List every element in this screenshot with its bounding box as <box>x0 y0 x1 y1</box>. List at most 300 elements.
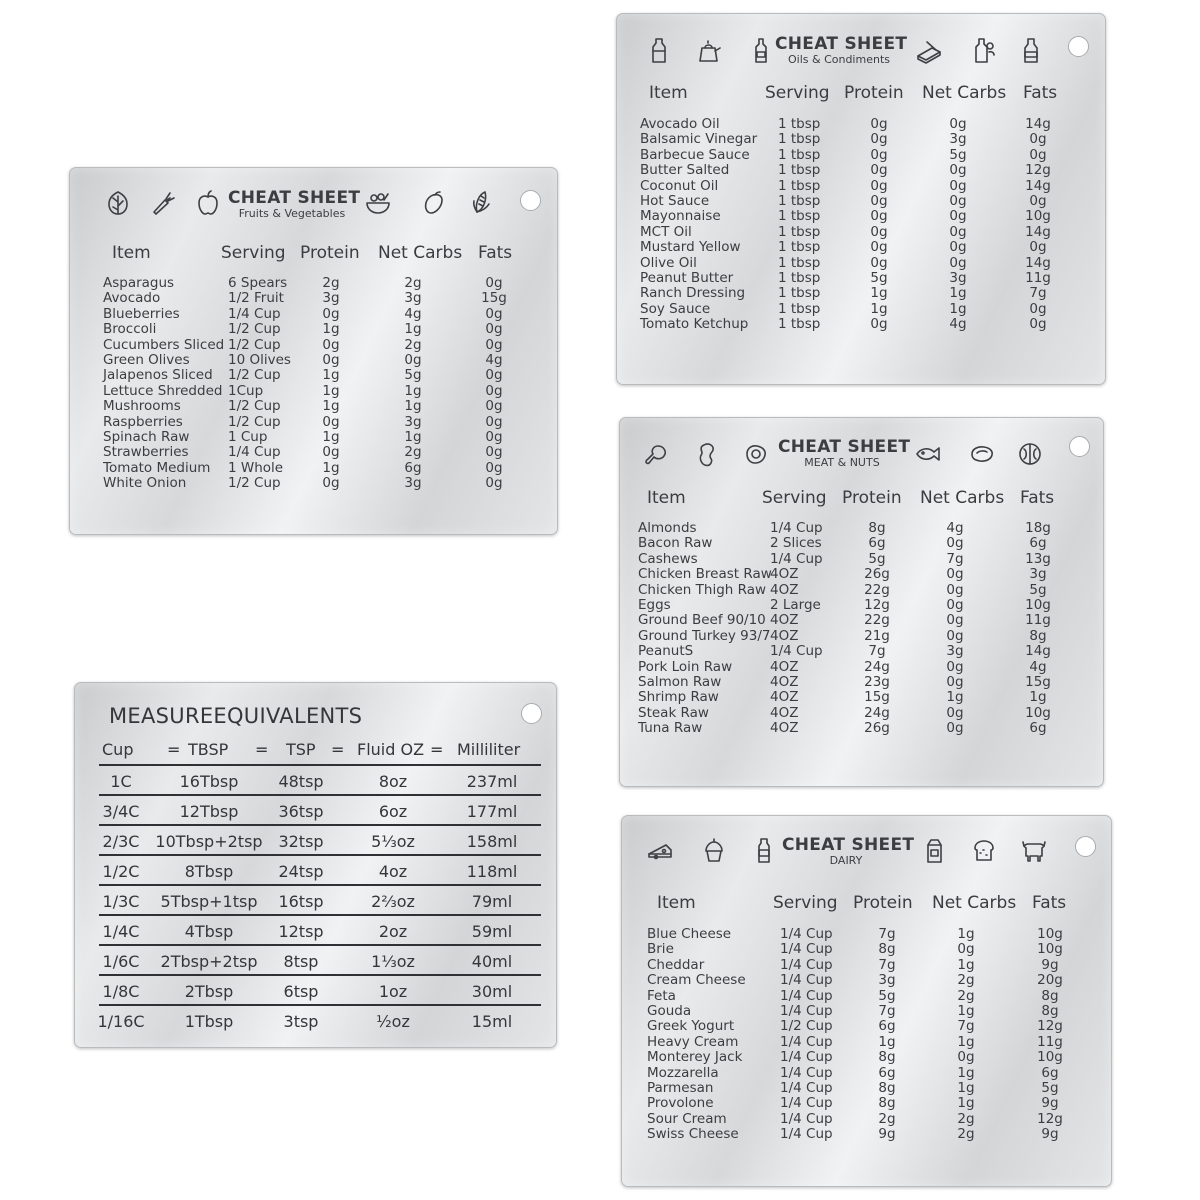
protein-value: 0g <box>322 413 340 430</box>
fats-value: 0g <box>485 429 503 445</box>
fats-value: 10g <box>1025 704 1051 721</box>
row-divider <box>99 1004 541 1006</box>
fats-value: 0g <box>1029 316 1047 333</box>
hanging-hole <box>1069 436 1090 457</box>
item-name: Blueberries <box>103 305 180 322</box>
serving-size: 1/4 Cup <box>780 926 833 942</box>
net-carbs-value: 0g <box>957 941 975 958</box>
fats-value: 0g <box>485 444 503 461</box>
protein-value: 0g <box>870 223 888 240</box>
net-carbs-value: 0g <box>404 352 422 368</box>
net-carbs-value: 1g <box>957 1095 975 1112</box>
net-carbs-value: 0g <box>946 566 964 583</box>
tbsp-value: 5Tbsp+1tsp <box>160 892 258 911</box>
tsp-value: 6tsp <box>283 982 319 1001</box>
fats-value: 14g <box>1025 177 1051 194</box>
salad-bowl-icon <box>364 188 392 216</box>
dairy-plate <box>621 815 1112 1187</box>
tsp-value: 3tsp <box>283 1012 319 1031</box>
fried-egg-icon <box>742 440 770 468</box>
item-name: Mayonnaise <box>640 208 721 225</box>
net-carbs-value: 1g <box>957 926 975 942</box>
item-name: Salmon Raw <box>638 674 722 690</box>
item-name: Cashews <box>638 550 698 567</box>
fats-value: 10g <box>1037 926 1063 942</box>
row-divider <box>99 824 541 826</box>
item-name: MCT Oil <box>640 223 692 240</box>
row-divider <box>99 914 541 916</box>
protein-value: 8g <box>878 941 896 958</box>
fluid-oz-value: 2oz <box>378 922 408 941</box>
fats-value: 12g <box>1037 1110 1063 1127</box>
fats-value: 0g <box>485 275 503 291</box>
item-name: Jalapenos Sliced <box>103 367 213 384</box>
milliliter-value: 158ml <box>466 832 518 851</box>
protein-value: 9g <box>878 1126 896 1143</box>
fats-value: 0g <box>1029 239 1047 256</box>
serving-size: 1 tbsp <box>778 131 821 148</box>
row-divider <box>99 884 541 886</box>
serving-size: 4OZ <box>770 581 799 598</box>
fats-value: 0g <box>1029 146 1047 163</box>
item-name: Sour Cream <box>647 1110 727 1127</box>
serving-size: 1 tbsp <box>778 300 821 317</box>
item-name: Cream Cheese <box>647 972 746 989</box>
net-carbs-value: 0g <box>946 658 964 675</box>
protein-value: 0g <box>870 254 888 271</box>
protein-value: 22g <box>864 581 890 598</box>
protein-value: 3g <box>878 972 896 989</box>
fats-value: 15g <box>481 290 507 307</box>
header-fats: Fats <box>1023 83 1058 103</box>
net-carbs-value: 0g <box>949 177 967 194</box>
fats-value: 6g <box>1041 1064 1059 1081</box>
serving-size: 1/4 Cup <box>780 1033 833 1050</box>
protein-value: 0g <box>870 162 888 179</box>
cow-icon <box>1020 836 1048 864</box>
item-name: Hot Sauce <box>640 193 710 209</box>
row-divider <box>99 764 541 766</box>
fats-value: 0g <box>1029 131 1047 148</box>
item-name: Peanut Butter <box>640 270 734 286</box>
protein-value: 0g <box>322 336 340 353</box>
net-carbs-value: 0g <box>946 720 964 737</box>
protein-value: 26g <box>864 720 890 737</box>
protein-value: 1g <box>870 285 888 302</box>
hanging-hole <box>1075 836 1096 857</box>
protein-value: 1g <box>322 367 340 384</box>
row-divider <box>99 974 541 976</box>
net-carbs-value: 4g <box>404 305 422 322</box>
serving-size: 1/2 Fruit <box>228 290 284 307</box>
item-name: Mustard Yellow <box>640 239 741 256</box>
header-protein: Protein <box>844 83 904 103</box>
serving-size: 1 tbsp <box>778 146 821 163</box>
fats-value: 1g <box>1029 689 1047 706</box>
protein-value: 0g <box>870 116 888 132</box>
item-name: Chicken Breast Raw <box>638 566 772 583</box>
item-name: Mushrooms <box>103 398 181 415</box>
meat-nuts-plate <box>619 417 1104 787</box>
fats-value: 20g <box>1037 972 1063 989</box>
fluid-oz-value: 5⅓oz <box>371 832 415 851</box>
item-name: Asparagus <box>103 275 175 291</box>
net-carbs-value: 0g <box>949 254 967 271</box>
row-divider <box>99 944 541 946</box>
serving-size: 4OZ <box>770 627 799 644</box>
tsp-value: 16tsp <box>278 892 324 911</box>
protein-value: 8g <box>878 1095 896 1112</box>
item-name: Ground Turkey 93/7 <box>638 627 771 644</box>
serving-size: 1 Whole <box>228 459 284 476</box>
header-net-carbs: Net Carbs <box>922 83 1007 103</box>
protein-value: 1g <box>322 398 340 415</box>
header-item: Item <box>649 83 688 103</box>
protein-value: 24g <box>864 704 890 721</box>
tsp-value: 48tsp <box>278 772 324 791</box>
serving-size: 1 tbsp <box>778 285 821 302</box>
net-carbs-value: 0g <box>946 612 964 629</box>
header-fats: Fats <box>1032 893 1067 913</box>
header-protein: Protein <box>842 488 902 508</box>
fats-value: 4g <box>1029 658 1047 675</box>
item-name: Parmesan <box>647 1080 714 1096</box>
net-carbs-value: 1g <box>404 382 422 399</box>
protein-value: 22g <box>864 612 890 629</box>
protein-value: 1g <box>322 459 340 476</box>
fats-value: 13g <box>1025 550 1051 567</box>
net-carbs-value: 0g <box>949 193 967 209</box>
milk-carton-icon <box>920 836 948 864</box>
protein-value: 23g <box>864 674 890 690</box>
fats-value: 0g <box>485 336 503 353</box>
serving-size: 1/4 Cup <box>780 972 833 989</box>
protein-value: 12g <box>864 597 890 613</box>
protein-value: 24g <box>864 658 890 675</box>
header-fats: Fats <box>1020 488 1055 508</box>
milliliter-value: 79ml <box>471 892 513 911</box>
item-name: Monterey Jack <box>647 1049 743 1066</box>
fats-value: 5g <box>1029 581 1047 598</box>
net-carbs-value: 3g <box>404 290 422 307</box>
cup-value: 2/3C <box>102 832 140 851</box>
item-name: Avocado Oil <box>640 116 720 132</box>
fluid-oz-value: 6oz <box>378 802 408 821</box>
item-name: Lettuce Shredded <box>103 382 223 399</box>
fruits-vegetables-plate <box>69 167 558 535</box>
item-name: Tomato Ketchup <box>640 316 749 333</box>
fats-value: 0g <box>1029 193 1047 209</box>
protein-value: 0g <box>322 475 340 492</box>
serving-size: 4OZ <box>770 612 799 629</box>
protein-value: 3g <box>322 290 340 307</box>
protein-value: 0g <box>870 316 888 333</box>
protein-value: 1g <box>322 382 340 399</box>
protein-value: 7g <box>878 926 896 942</box>
serving-size: 1/4 Cup <box>228 305 281 322</box>
serving-size: 4OZ <box>770 566 799 583</box>
net-carbs-value: 3g <box>949 270 967 286</box>
protein-value: 15g <box>864 689 890 706</box>
item-name: Cheddar <box>647 956 705 973</box>
cup-value: 1/2C <box>102 862 140 881</box>
serving-size: 1/4 Cup <box>780 956 833 973</box>
milliliter-value: 237ml <box>466 772 518 791</box>
fluid-oz-value: 4oz <box>378 862 408 881</box>
milliliter-value: 118ml <box>466 862 518 881</box>
item-name: Olive Oil <box>640 254 697 271</box>
fats-value: 11g <box>1037 1033 1063 1050</box>
carrot-icon <box>148 188 176 216</box>
cup-value: 1C <box>110 772 132 791</box>
fats-value: 5g <box>1041 1080 1059 1096</box>
protein-value: 0g <box>870 177 888 194</box>
cupcake-icon <box>700 836 728 864</box>
fats-value: 0g <box>1029 300 1047 317</box>
serving-size: 1/2 Cup <box>228 321 281 338</box>
fluid-oz-value: 1⅓oz <box>371 952 415 971</box>
fats-value: 15g <box>1025 674 1051 690</box>
protein-value: 1g <box>322 321 340 338</box>
net-carbs-value: 1g <box>949 300 967 317</box>
item-name: Raspberries <box>103 413 183 430</box>
mango-icon <box>420 188 448 216</box>
item-name: Almonds <box>638 520 697 536</box>
protein-value: 6g <box>868 535 886 552</box>
tbsp-value: 12Tbsp <box>179 802 239 821</box>
net-carbs-value: 5g <box>949 146 967 163</box>
fats-value: 0g <box>485 475 503 492</box>
net-carbs-value: 0g <box>946 627 964 644</box>
item-name: Coconut Oil <box>640 177 719 194</box>
serving-size: 1/2 Cup <box>228 475 281 492</box>
fluid-oz-value: ½oz <box>376 1012 410 1031</box>
net-carbs-value: 1g <box>957 1033 975 1050</box>
cup-value: 1/3C <box>102 892 140 911</box>
fats-value: 8g <box>1041 1003 1059 1019</box>
protein-value: 0g <box>870 131 888 148</box>
fats-value: 18g <box>1025 520 1051 536</box>
header-net-carbs: Net Carbs <box>378 243 463 263</box>
item-name: Feta <box>647 987 676 1004</box>
protein-value: 1g <box>870 300 888 317</box>
card-subtitle: MEAT & NUTS <box>804 456 880 469</box>
header-milliliter: Milliliter <box>457 740 521 759</box>
tbsp-value: 16Tbsp <box>179 772 239 791</box>
serving-size: 4OZ <box>770 704 799 721</box>
item-name: Ranch Dressing <box>640 285 746 302</box>
row-divider <box>99 854 541 856</box>
cup-value: 3/4C <box>102 802 140 821</box>
item-name: Pork Loin Raw <box>638 658 733 675</box>
net-carbs-value: 2g <box>404 336 422 353</box>
serving-size: 10 Olives <box>228 352 291 368</box>
fats-value: 0g <box>485 382 503 399</box>
cup-value: 1/6C <box>102 952 140 971</box>
header-tbsp: TBSP <box>188 740 229 759</box>
protein-value: 0g <box>870 193 888 209</box>
serving-size: 1/4 Cup <box>780 1126 833 1143</box>
tsp-value: 8tsp <box>283 952 319 971</box>
serving-size: 1/4 Cup <box>780 941 833 958</box>
fats-value: 0g <box>485 413 503 430</box>
bread-icon <box>970 836 998 864</box>
fats-value: 11g <box>1025 612 1051 629</box>
item-name: Balsamic Vinegar <box>640 131 758 148</box>
equals-sign: = <box>430 740 444 759</box>
serving-size: 1 tbsp <box>778 177 821 194</box>
serving-size: 1/2 Cup <box>228 413 281 430</box>
net-carbs-value: 2g <box>404 444 422 461</box>
card-title: CHEAT SHEET <box>778 437 911 457</box>
ketchup-bottle-icon <box>1017 36 1045 64</box>
header-protein: Protein <box>853 893 913 913</box>
net-carbs-value: 0g <box>957 1049 975 1066</box>
fats-value: 9g <box>1041 1095 1059 1112</box>
fats-value: 9g <box>1041 956 1059 973</box>
fats-value: 9g <box>1041 1126 1059 1143</box>
protein-value: 7g <box>878 956 896 973</box>
serving-size: 1 tbsp <box>778 116 821 132</box>
serving-size: 1 tbsp <box>778 162 821 179</box>
serving-size: 6 Spears <box>228 275 288 291</box>
oils-condiments-plate <box>616 13 1106 385</box>
net-carbs-value: 0g <box>949 116 967 132</box>
net-carbs-value: 5g <box>404 367 422 384</box>
steak-icon <box>968 440 996 468</box>
serving-size: 1Cup <box>228 382 264 399</box>
cup-value: 1/8C <box>102 982 140 1001</box>
milliliter-value: 15ml <box>471 1012 513 1031</box>
protein-value: 0g <box>322 352 340 368</box>
net-carbs-value: 6g <box>404 459 422 476</box>
net-carbs-value: 2g <box>957 972 975 989</box>
serving-size: 1/4 Cup <box>780 1080 833 1096</box>
serving-size: 2 Large <box>770 597 821 613</box>
net-carbs-value: 1g <box>946 689 964 706</box>
card-title: CHEAT SHEET <box>782 835 915 855</box>
cabbage-icon <box>104 188 132 216</box>
tbsp-value: 4Tbsp <box>184 922 234 941</box>
header-net-carbs: Net Carbs <box>932 893 1017 913</box>
serving-size: 1 tbsp <box>778 208 821 225</box>
card-title: MEASUREEQUIVALENTS <box>109 704 363 728</box>
net-carbs-value: 1g <box>404 429 422 445</box>
tsp-value: 24tsp <box>278 862 324 881</box>
protein-value: 8g <box>868 520 886 536</box>
fats-value: 14g <box>1025 223 1051 240</box>
item-name: Avocado <box>103 290 161 307</box>
fats-value: 8g <box>1041 987 1059 1004</box>
net-carbs-value: 3g <box>404 413 422 430</box>
tsp-value: 32tsp <box>278 832 324 851</box>
protein-value: 1g <box>878 1033 896 1050</box>
net-carbs-value: 0g <box>949 239 967 256</box>
fats-value: 0g <box>485 305 503 322</box>
header-protein: Protein <box>300 243 360 263</box>
fats-value: 14g <box>1025 643 1051 660</box>
item-name: Mozzarella <box>647 1064 719 1081</box>
item-name: Green Olives <box>103 352 190 368</box>
item-name: Bacon Raw <box>638 535 713 552</box>
fats-value: 10g <box>1037 941 1063 958</box>
fats-value: 3g <box>1029 566 1047 583</box>
header-fluid-oz: Fluid OZ <box>357 740 425 759</box>
header-item: Item <box>647 488 686 508</box>
hanging-hole <box>520 190 541 211</box>
serving-size: 1/4 Cup <box>770 550 823 567</box>
net-carbs-value: 7g <box>946 550 964 567</box>
net-carbs-value: 1g <box>957 1003 975 1019</box>
net-carbs-value: 3g <box>949 131 967 148</box>
protein-value: 0g <box>322 444 340 461</box>
protein-value: 6g <box>878 1018 896 1035</box>
net-carbs-value: 2g <box>957 987 975 1004</box>
card-subtitle: DAIRY <box>829 854 863 867</box>
net-carbs-value: 1g <box>957 956 975 973</box>
tbsp-value: 2Tbsp <box>184 982 234 1001</box>
net-carbs-value: 1g <box>949 285 967 302</box>
net-carbs-value: 4g <box>946 520 964 536</box>
header-serving: Serving <box>773 893 838 913</box>
fats-value: 11g <box>1025 270 1051 286</box>
fats-value: 12g <box>1025 162 1051 179</box>
protein-value: 21g <box>864 627 890 644</box>
item-name: Greek Yogurt <box>647 1018 735 1035</box>
serving-size: 1 tbsp <box>778 270 821 286</box>
item-name: Tuna Raw <box>638 720 703 737</box>
net-carbs-value: 4g <box>949 316 967 333</box>
serving-size: 1/4 Cup <box>770 520 823 536</box>
fluid-oz-value: 8oz <box>378 772 408 791</box>
serving-size: 1/4 Cup <box>780 1110 833 1127</box>
card-subtitle: Fruits & Vegetables <box>238 207 346 220</box>
protein-value: 7g <box>868 643 886 660</box>
net-carbs-value: 0g <box>949 162 967 179</box>
peanut-icon <box>694 440 722 468</box>
protein-value: 8g <box>878 1080 896 1096</box>
tbsp-value: 2Tbsp+2tsp <box>160 952 258 971</box>
walnut-icon <box>1016 440 1044 468</box>
fats-value: 12g <box>1037 1018 1063 1035</box>
header-fats: Fats <box>478 243 513 263</box>
milliliter-value: 40ml <box>471 952 513 971</box>
serving-size: 4OZ <box>770 689 799 706</box>
fats-value: 10g <box>1037 1049 1063 1066</box>
serving-size: 1/2 Cup <box>228 398 281 415</box>
equals-sign: = <box>331 740 345 759</box>
item-name: PeanutS <box>638 643 694 660</box>
item-name: Broccoli <box>103 321 157 338</box>
serving-size: 1 tbsp <box>778 223 821 240</box>
cup-value: 1/4C <box>102 922 140 941</box>
item-name: Soy Sauce <box>640 300 711 317</box>
protein-value: 5g <box>878 987 896 1004</box>
kettle-icon <box>695 36 723 64</box>
header-tsp: TSP <box>286 740 316 759</box>
row-divider <box>99 794 541 796</box>
milliliter-value: 177ml <box>466 802 518 821</box>
fats-value: 14g <box>1025 116 1051 132</box>
item-name: Chicken Thigh Raw <box>638 581 767 598</box>
item-name: Barbecue Sauce <box>640 146 750 163</box>
serving-size: 1 Cup <box>228 429 268 445</box>
serving-size: 4OZ <box>770 720 799 737</box>
tbsp-value: 8Tbsp <box>184 862 234 881</box>
net-carbs-value: 0g <box>949 223 967 240</box>
protein-value: 2g <box>322 275 340 291</box>
cup-value: 1/16C <box>97 1012 145 1031</box>
